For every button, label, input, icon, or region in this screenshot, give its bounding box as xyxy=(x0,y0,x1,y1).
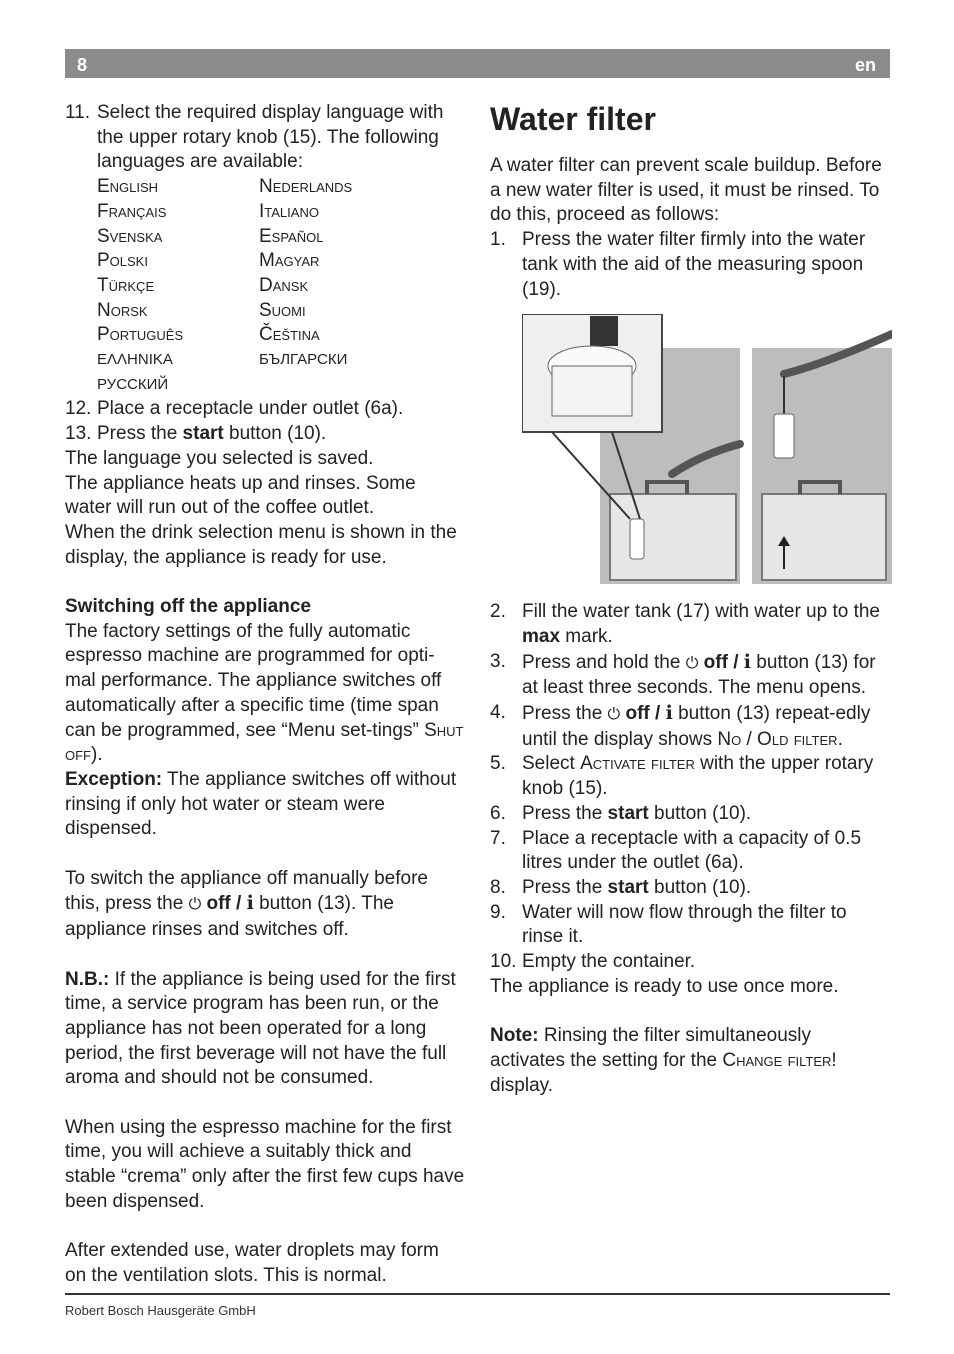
step-text: Select the required display language with the upper rotary knob (15). The following languages are available: xyxy=(97,102,444,173)
step-number: 1. xyxy=(490,229,506,251)
crema-text: When using the espresso machine for the first time, you will achieve a suitably thick and stable “crema” only after the first few cups have been dispensed. xyxy=(65,1116,465,1212)
step-11 xyxy=(65,101,465,175)
off-label: off / xyxy=(625,703,666,725)
footer-rule xyxy=(65,1293,890,1295)
power-icon: ⏻ xyxy=(607,706,621,724)
display-message: Shut off xyxy=(65,719,464,766)
body-text: Rinsing the filter simultaneously activates the setting for the xyxy=(490,1025,812,1071)
switch-off-text xyxy=(65,620,465,768)
wf-step-1 xyxy=(490,228,890,302)
language-option: Čeština xyxy=(259,324,320,346)
off-label: off / xyxy=(206,893,247,915)
language-option: Italiano xyxy=(259,200,319,222)
note-label: Note: xyxy=(490,1025,539,1047)
water-filter-illustration xyxy=(522,314,892,586)
left-column xyxy=(65,101,465,1289)
step-number: 2. xyxy=(490,601,506,623)
body-text: button (13). The appliance rinses and switches off. xyxy=(65,893,394,941)
language-option xyxy=(259,373,459,398)
power-icon: ⏻ xyxy=(685,654,699,672)
wf-step-9 xyxy=(490,901,890,950)
language-option: Türkçe xyxy=(97,274,155,296)
wf-steps xyxy=(490,600,890,975)
language-option: Français xyxy=(97,200,167,222)
language-option: Nederlands xyxy=(259,176,353,198)
step-text: Place a receptacle with a capacity of 0.5 litres under the outlet (6a). xyxy=(522,827,862,874)
step-number: 5. xyxy=(490,753,506,775)
right-column xyxy=(490,101,890,1098)
start-label: start xyxy=(607,876,649,898)
language-option: Dansk xyxy=(259,274,309,296)
step-number: 7. xyxy=(490,827,506,849)
step-number: 4. xyxy=(490,702,506,724)
para-ready: When the drink selection menu is shown in the display, the appliance is ready for use. xyxy=(65,521,457,568)
wf-step-3 xyxy=(490,650,890,701)
body-text: The appliance switches off without rinsing if only hot water or steam were dispensed. xyxy=(65,768,457,840)
exception-label: Exception: xyxy=(65,768,163,790)
step-number: 12. xyxy=(65,398,92,420)
step-text: Press the xyxy=(97,423,183,445)
step-text: Press the xyxy=(522,802,608,824)
info-icon: i xyxy=(743,650,751,673)
wf-step-7 xyxy=(490,827,890,876)
step-text: button (13) repeat-edly until the display shows xyxy=(522,703,871,750)
language-option: Norsk xyxy=(97,299,148,321)
language-option: Español xyxy=(259,225,324,247)
wf-step-6 xyxy=(490,802,890,827)
step-number: 8. xyxy=(490,876,506,898)
step-text: Press the xyxy=(522,703,608,725)
switch-off-heading xyxy=(65,595,465,620)
nb-text xyxy=(65,968,465,1092)
step-number: 3. xyxy=(490,650,506,672)
droplets-text: After extended use, water droplets may form on the ventilation slots. This is normal. xyxy=(65,1240,439,1286)
step-text: Press and hold the xyxy=(522,651,686,673)
step-number: 6. xyxy=(490,802,506,824)
info-icon: i xyxy=(665,702,673,725)
para-saved: The language you selected is saved. xyxy=(65,447,374,469)
wf-step-2 xyxy=(490,600,890,649)
language-list xyxy=(65,175,465,397)
step-text: button (10). xyxy=(648,802,752,824)
body-text: The factory settings of the fully automatic espresso machine are programmed for opti-mal performance. The appliance switches off automatically after a specific time (time span can be programmed, see “Menu set-tings” xyxy=(65,620,442,741)
body-text: display. xyxy=(490,1074,554,1096)
footer-company: Robert Bosch Hausgeräte GmbH xyxy=(65,1303,256,1318)
wf-step-4 xyxy=(490,701,890,752)
step-text: mark. xyxy=(560,625,613,647)
step-number: 11. xyxy=(65,102,91,123)
step-text: Press the xyxy=(522,876,608,898)
wf-step-10 xyxy=(490,950,890,975)
step-number: 9. xyxy=(490,901,506,923)
language-option: Suomi xyxy=(259,299,306,321)
body-text: If the appliance is being used for the first time, a service program has been run, or the appliance has not been operated for a long period, the first beverage will not have the full aroma and should not be consumed. xyxy=(65,968,456,1089)
step-text: . xyxy=(837,728,843,750)
display-message: Change filter! xyxy=(722,1049,837,1071)
step-text: Place a receptacle under outlet (6a). xyxy=(97,398,404,420)
language-code: en xyxy=(854,55,876,75)
nb-label: N.B.: xyxy=(65,968,110,990)
step-text: Press the water filter firmly into the water tank with the aid of the measuring spoon (19). xyxy=(522,229,866,300)
display-message: Activate filter xyxy=(580,753,695,775)
language-option: ΕΛΛΗΝΙΚΑ xyxy=(97,351,173,369)
step-text: Select xyxy=(522,753,581,775)
step-number: 10. xyxy=(490,951,517,973)
body-text: To switch the appliance off manually before this, press the xyxy=(65,867,428,915)
page-number: 8 xyxy=(77,55,88,75)
info-icon: i xyxy=(246,892,254,915)
page-header-bar xyxy=(65,49,890,78)
language-option: БЪЛГАРСКИ xyxy=(259,351,348,369)
power-icon: ⏻ xyxy=(188,896,202,914)
manual-off-text xyxy=(65,867,465,943)
para-heats: The appliance heats up and rinses. Some water will run out of the coffee outlet. xyxy=(65,472,416,519)
section-heading: Switching off the appliance xyxy=(65,596,311,618)
exception-text xyxy=(65,768,465,842)
start-label: max xyxy=(522,625,561,647)
language-option: РУССКИЙ xyxy=(97,375,169,393)
language-option: Magyar xyxy=(259,250,320,272)
step-text: with the upper rotary knob (15). xyxy=(522,753,874,800)
ready-text: The appliance is ready to use once more. xyxy=(490,975,839,997)
step-text: Fill the water tank (17) with water up to the xyxy=(522,601,880,623)
step-text: Water will now flow through the filter to rinse it. xyxy=(522,901,847,948)
start-label: start xyxy=(607,802,649,824)
wf-step-8 xyxy=(490,876,890,901)
step-text: Empty the container. xyxy=(522,951,696,973)
intro-text: A water filter can prevent scale buildup. Before a new water filter is used, it must be rinsed. To do this, proceed as follows: xyxy=(490,155,882,226)
step-text: button (10). xyxy=(648,876,752,898)
step-12 xyxy=(65,397,465,422)
section-title: Water filter xyxy=(490,101,656,137)
language-option: English xyxy=(97,176,159,198)
filter-insertion-figure xyxy=(522,314,892,586)
start-label: start xyxy=(182,423,224,445)
display-message: No / Old filter xyxy=(717,728,838,750)
body-text: ). xyxy=(91,744,103,766)
step-number: 13. xyxy=(65,423,92,445)
step-text: button (13) for at least three seconds. The menu opens. xyxy=(522,651,876,699)
wf-step-5 xyxy=(490,752,890,801)
step-13 xyxy=(65,422,465,447)
language-option: Português xyxy=(97,324,184,346)
language-option: Svenska xyxy=(97,225,163,247)
language-option: Polski xyxy=(97,250,148,272)
off-label: off / xyxy=(703,651,744,673)
note-text xyxy=(490,1024,890,1098)
step-text: button (10). xyxy=(223,423,327,445)
